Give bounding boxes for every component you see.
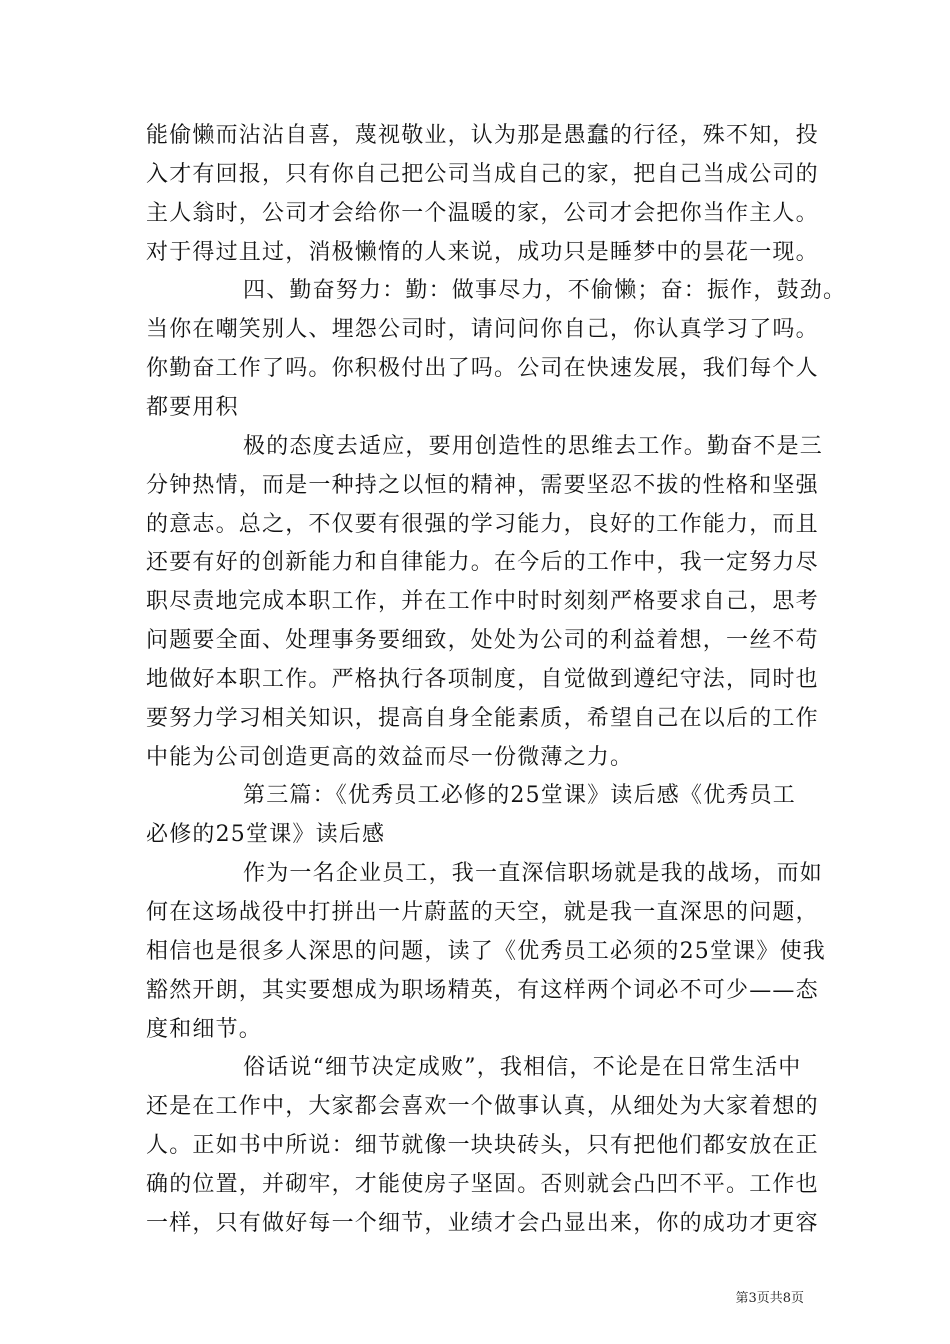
text-line: 能偷懒而沾沾自喜，蔑视敬业，认为那是愚蠢的行径，殊不知，投 bbox=[146, 123, 819, 148]
chapter-title-continued: 必修的25堂课》读后感 bbox=[146, 822, 386, 847]
text-line: 何在这场战役中打拼出一片蔚蓝的天空，就是我一直深思的问题， bbox=[146, 900, 819, 925]
text-line: 还要有好的创新能力和自律能力。在今后的工作中，我一定努力尽 bbox=[146, 550, 819, 575]
text-line: 作为一名企业员工，我一直深信职场就是我的战场，而如 bbox=[243, 861, 824, 886]
text-line: 你勤奋工作了吗。你积极付出了吗。公司在快速发展，我们每个人 bbox=[146, 356, 819, 381]
section-heading: 四、勤奋努力：勤：做事尽力，不偷懒；奋：振作，鼓劲。 bbox=[243, 278, 847, 303]
text-line: 要努力学习相关知识，提高自身全能素质，希望自己在以后的工作 bbox=[146, 706, 819, 731]
text-line: 地做好本职工作。严格执行各项制度，自觉做到遵纪守法，同时也 bbox=[146, 667, 819, 692]
page-number: 第3页共8页 bbox=[735, 1291, 804, 1306]
chapter-title: 第三篇：《优秀员工必修的25堂课》读后感《优秀员工 bbox=[243, 783, 796, 808]
text-line: 的意志。总之，不仅要有很强的学习能力，良好的工作能力，而且 bbox=[146, 512, 819, 537]
text-line: 极的态度去适应，要用创造性的思维去工作。勤奋不是三 bbox=[243, 434, 824, 459]
text-line: 度和细节。 bbox=[146, 1017, 263, 1042]
text-line: 俗话说“细节决定成败”，我相信，不论是在日常生活中 bbox=[243, 1055, 802, 1080]
text-line: 相信也是很多人深思的问题，读了《优秀员工必须的25堂课》使我 bbox=[146, 939, 826, 964]
text-line: 职尽责地完成本职工作，并在工作中时时刻刻严格要求自己，思考 bbox=[146, 589, 819, 614]
text-line: 人。正如书中所说：细节就像一块块砖头，只有把他们都安放在正 bbox=[146, 1133, 819, 1158]
text-line: 分钟热情，而是一种持之以恒的精神，需要坚忍不拔的性格和坚强 bbox=[146, 473, 819, 498]
text-line: 当你在嘲笑别人、埋怨公司时，请问问你自己，你认真学习了吗。 bbox=[146, 317, 819, 342]
text-line: 还是在工作中，大家都会喜欢一个做事认真，从细处为大家着想的 bbox=[146, 1094, 819, 1119]
text-line: 问题要全面、处理事务要细致，处处为公司的利益着想，一丝不苟 bbox=[146, 628, 819, 653]
text-line: 一样，只有做好每一个细节，业绩才会凸显出来，你的成功才更容 bbox=[146, 1211, 819, 1236]
text-line: 中能为公司创造更高的效益而尽一份微薄之力。 bbox=[146, 745, 634, 770]
text-line: 都要用积 bbox=[146, 395, 239, 420]
text-line: 主人翁时，公司才会给你一个温暖的家，公司才会把你当作主人。 bbox=[146, 201, 819, 226]
text-line: 对于得过且过，消极懒惰的人来说，成功只是睡梦中的昙花一现。 bbox=[146, 240, 819, 265]
text-line: 豁然开朗，其实要想成为职场精英，有这样两个词必不可少——态 bbox=[146, 978, 819, 1003]
text-line: 入才有回报，只有你自己把公司当成自己的家，把自己当成公司的 bbox=[146, 162, 819, 187]
text-line: 确的位置，并砌牢，才能使房子坚固。否则就会凸凹不平。工作也 bbox=[146, 1172, 819, 1197]
